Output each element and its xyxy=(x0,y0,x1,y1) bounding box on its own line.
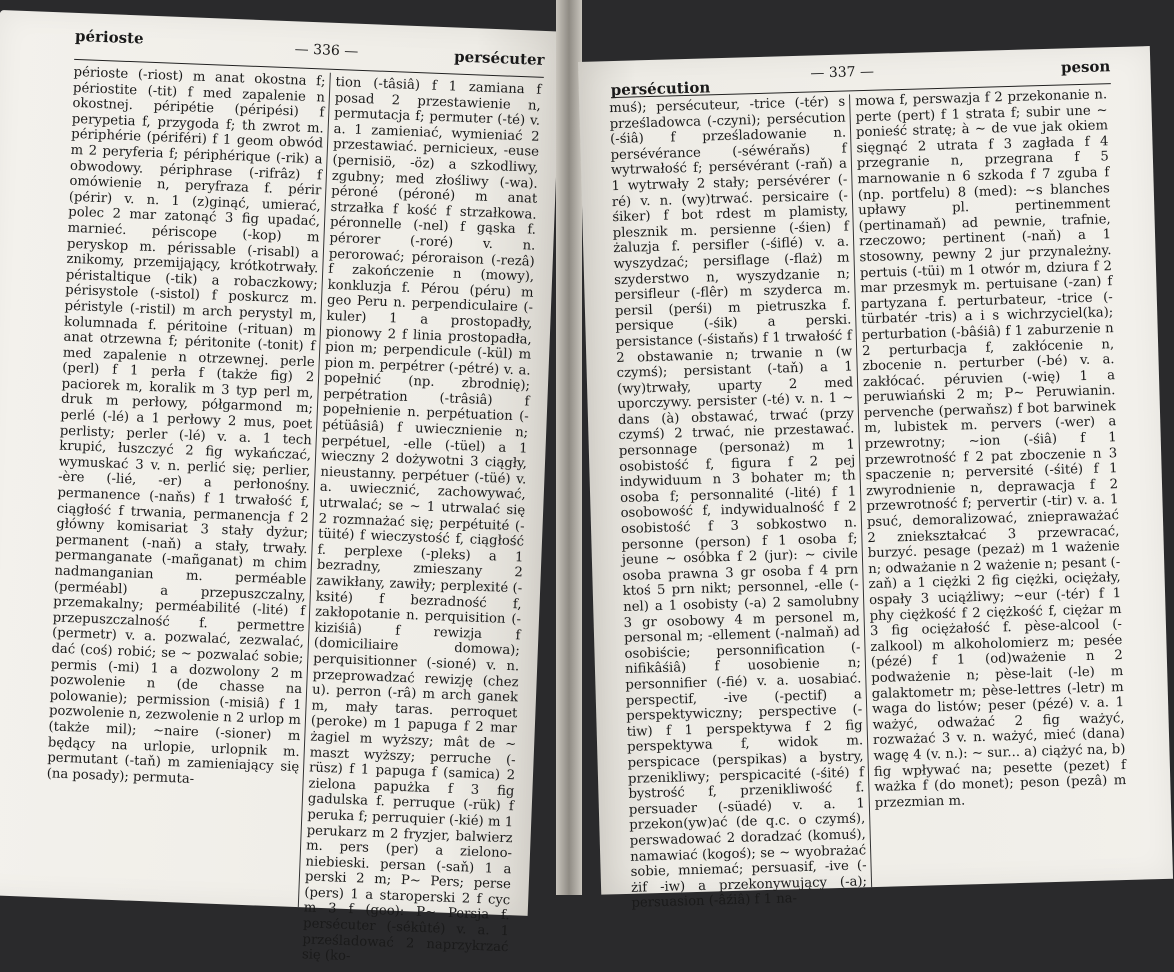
left-page-header xyxy=(74,27,545,71)
right-guide-word-end: peson xyxy=(1060,57,1111,77)
left-page-column-1: périoste (-riost) m anat okostna f; périostite (-tit) f med zapalenie n okostnej. péripétie (péripési) f perypetia f, przygoda f; th zwrot m. périphérie (périféri) f 1 geom obwód m 2 peryferia f; périphérique (-rik) a obwodowy. périphrase (-rifrâz) f omówienie n, peryfraza f. périr (périr) v. n. 1 (z)ginąć, umierać, polec 2 mar zatonąć 3 fig upadać, marnieć. périscope (-kop) m peryskop m. périssable (-risabl) a znikomy, przemijający, krótkotrwały. péristaltique (-tik) a robaczkowy; périsystole (-sistol) f poskurcz m. péristyle (-ristil) m arch perystyl m, kolumnada f. péritoine (-rituan) m anat otrzewna f; péritonite (-tonit) f med zapalenie n otrzewnej. perle (perl) f 1 perła f (także fig) 2 paciorek m, koralik m 3 typ perl m, druk m perłowy, półgarmond m; perlé (-lé) a 1 perłowy 2 mus, poet perlisty; perler (-lé) v. a. 1 tech krupić, łuszczyć 2 fig wykańczać, wymuskać 3 v. n. perlić się; perlier, -ère (-lié, -er) a perłonośny. permanence (-naňs) f 1 trwałość f, ciągłość f trwania, permanencja f 2 główny komisariat 3 stały dyżur; permanent (-naň) a stały, trwały. permanganate (-mañganat) m chim nadmanganian m. perméable (perméabl) a przepuszczalny, przemakalny; perméabilité (-lité) f przepuszczalność f. permettre (permetr) v. a. pozwalać, zezwalać, dać (coś) robić; se ~ pozwalać sobie; permis (-mi) 1 a dozwolony 2 m pozwolenie n (de chasse na polowanie); permission (-misiâ) f 1 pozwolenie n, zezwolenie n 2 urlop m (także mil); ~naire (-sioner) m będący na urlopie, urlopnik m. permutant (-taň) m zamieniający się (na posady); permuta- xyxy=(46,64,326,787)
left-guide-word-end: persécuter xyxy=(453,47,545,69)
right-page-column-1: muś); persécuteur, -trice (-tér) s prześladowca (-czyni); persécution (-śiâ) f prześladowanie n. persévérance (-séwéraňs) f wytrwałość f; persévérant (-raň) a 1 wytrwały 2 stały; persévérer (-ré) v. n. (wy)trwać. persicaire (-śiker) f bot rdest m plamisty, plesznik m. persienne (-śien) f żaluzja f. persifler (-śiflé) v. a. wyszydzać; persiflage (-flaż) m szyderstwo n, wyszydzanie n; persifleur (-flêr) m szyderca m. persil (perśi) m pietruszka f. persique (-śik) a perski. persistance (-śistaňs) f 1 trwałość f 2 obstawanie n; trwanie n (w czymś); persistant (-taň) a 1 (wy)trwały, uparty 2 med uporczywy. persister (-té) v. n. 1 ~ dans (à) obstawać, trwać (przy czymś) 2 trwać, nie przestawać. personnage (personaż) m 1 osobistość f, figura f 2 pej indywiduum n 3 bohater m; th osoba f; personnalité (-lité) f 1 osobowość f, indywidualność f 2 osobistość f 3 sobkostwo n. personne (person) f 1 osoba f; jeune ~ osóbka f 2 (jur): ~ civile osoba prawna 3 gr osoba f 4 prn ktoś 5 prn nikt; personnel, -elle (-nel) a 1 osobisty (-a) 2 samolubny 3 gr osobowy 4 m personel m, personal m; -ellement (-nalmaň) ad osobiście; personnification (-nifikâśiâ) f uosobienie n; personnifier (-fié) v. a. uosabiać. perspectif, -ive (-pectif) a perspektywiczny; perspective (-tiw) f 1 perspektywa f 2 fig perspektywa f, widok m. perspicace (perspikas) a bystry, przenikliwy; perspicacité (-śité) f bystrość f, przenikliwość f. persuader (-süadé) v. a. 1 przekon(yw)ać (de q.c. o czymś), perswadować 2 doradzać (komuś), namawiać (kogoś); se ~ wyobrażać sobie, mniemać; persuasif, -ive (-żif -iw) a przekonywujący (-a); persuasion (-âźiâ) f 1 na- xyxy=(609,94,868,912)
left-page-column-2: tion (-tâsiâ) f 1 zamiana f posad 2 przestawienie n, permutacja f; permuter (-té) v. a. 1 zamieniać, wymieniać 2 przestawiać. pernicieux, -euse (pernisiö, -öz) a szkodliwy, zgubny; med złośliwy (-wa). péroné (péroné) m anat strzałka f kość f strzałkowa. péronnelle (-nel) f gąska f. pérorer (-roré) v. n. perorować; péroraison (-rezâ) f zakończenie n (mowy), konkluzja f. Pérou (péru) m geo Peru n. perpendiculaire (-kuler) 1 a prostopadły, pionowy 2 f linia prostopadła, pion m; perpendicule (-kül) m pion m. perpétrer (-pétré) v. a. popełnić (np. zbrodnię); perpétration (-trâsiâ) f popełnienie n. perpétuation (-pétüâsiâ) f uwiecznienie n; perpétuel, -elle (-tüel) a 1 wieczny 2 dożywotni 3 ciągły, nieustanny. perpétuer (-tüé) v. a. uwiecznić, zachowywać, utrwalać; se ~ 1 utrwalać się 2 rozmnażać się; perpétuité (-tüité) f wieczystość f, ciągłość f. perplexe (-pleks) a 1 bezradny, zmieszany 2 zawikłany, zawiły; perplexité (-ksité) f bezradność f, zakłopotanie n. perquisition (-kiziśiâ) f rewizja f (domiciliaire domowa); perquisitionner (-sioné) v. n. przeprowadzać rewizję (chez u). perron (-râ) m arch ganek m, mały taras. perroquet (peroke) m 1 papuga f 2 mar żagiel m wyższy; mât de ~ maszt wyższy; perruche (-rüsz) f 1 papuga f (samica) 2 zielona papużka f 3 fig gadulska f. perruque (-rük) f peruka f; perruquier (-kié) m 1 perukarz m 2 fryzjer, balwierz m. pers (per) a zielono-niebieski. persan (-saň) 1 a perski 2 m; P~ Pers; perse (pers) 1 a staroperski 2 f cyc m 3 f (geo): P~ Persja f. persécuter (-sékûté) v. a. 1 prześladować 2 naprzykrzać się (ko- xyxy=(301,74,542,965)
right-guide-word: persécution xyxy=(610,78,711,100)
right-page-column-2: mowa f, perswazja f 2 przekonanie n. perte (pert) f 1 strata f; subir une ~ ponieść stratę; à ~ de vue jak okiem sięgnąć 2 utrata f 3 zagłada f 4 przegranie n, przegrana f 5 marnowanie n 6 szkoda f 7 zguba f (np. portfelu) 8 (med): ~s blanches upławy pl. pertinemment (pertinamaň) ad pewnie, trafnie, rzeczowo; pertinent (-naň) a 1 stosowny, pewny 2 jur przynależny. pertuis (-tüi) m 1 otwór m, dziura f 2 mar przesmyk m. pertuisane (-zan) f partyzana f. perturbateur, -trice (-türbatér -tris) a i s wichrzyciel(ka); perturbation (-bâśiâ) f 1 zaburzenie n 2 perturbacja f, zakłócenie n, zbocenie n. perturber (-bé) v. a. zakłócać. péruvien (-wię) 1 a peruwiański 2 m; P~ Peruwianin. pervenche (perwaňsz) f bot barwinek m, lubistek m. pervers (-wer) a przewrotny; ~ion (-śiâ) f 1 przewrotność f 2 pat zboczenie n 3 spaczenie n; perversité (-śité) f 1 zwyrodnienie n, deprawacja f 2 przewrotność f; pervertir (-tir) v. a. 1 psuć, demoralizować, zniepraważać 2 zniekształcać 3 przewracać, burzyć. pesage (pezaż) m 1 ważenie n; odważanie n 2 ważenie n; pesant (-zaň) a 1 ciężki 2 fig ciężki, ociężały, ospały 3 uciążliwy; ~eur (-tér) f 1 phy ciężkość f 2 ciężkość f, ciężar m 3 fig ociężałość f. pèse-alcool (-zalkool) m alkoholomierz m; pesée (pézé) f 1 (od)ważenie n 2 podważenie n; pèse-lait (-le) m galaktometr m; pèse-lettres (-letr) m waga do listów; peser (pézé) v. a. 1 ważyć, odważać 2 fig ważyć, rozważać 3 v. n. ważyć, mieć (dana) wagę 4 (v. n.): ~ sur... a) ciążyć na, b) fig wpływać na; pesette (pezet) f ważka f (do monet); peson (pezâ) m przezmian m. xyxy=(855,87,1127,811)
left-page-number: — 336 — xyxy=(294,41,359,60)
right-page-number: — 337 — xyxy=(810,63,875,82)
left-guide-word: périoste xyxy=(74,26,144,48)
book-gutter xyxy=(556,0,582,895)
left-page xyxy=(0,10,562,965)
right-page xyxy=(578,46,1173,912)
